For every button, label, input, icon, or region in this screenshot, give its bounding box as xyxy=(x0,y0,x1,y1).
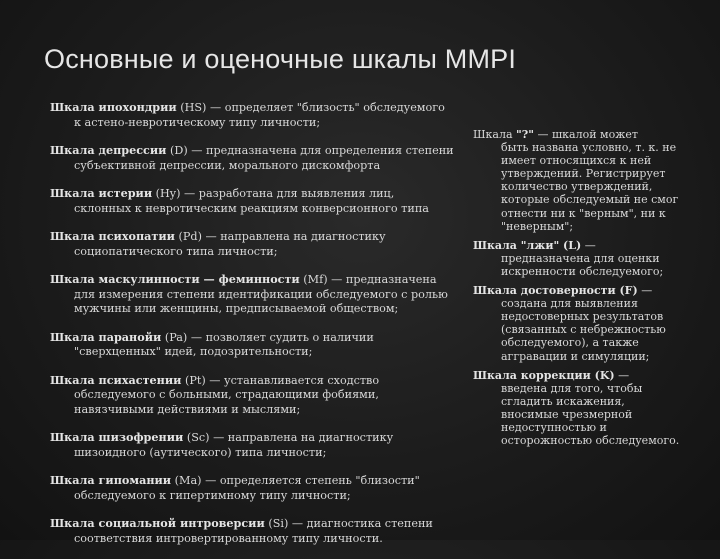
scale-item-pt xyxy=(50,373,455,418)
scale-name: "?" xyxy=(516,128,534,141)
scale-name: Шкала депрессии xyxy=(50,142,167,157)
scale-description: (HS) — определяет "близость" обследуемого к астено-невротическому типу личности; xyxy=(74,101,445,129)
scale-item-sc xyxy=(50,430,455,460)
scale-item-d xyxy=(50,143,455,173)
scale-name: Шкала социальной интроверсии xyxy=(50,516,265,531)
scale-name: Шкала шизофрении xyxy=(50,430,184,445)
scale-dash: — xyxy=(581,238,596,252)
scale-item-si xyxy=(50,516,455,546)
scale-item-pa xyxy=(50,330,455,360)
scale-description: введена для того, чтобы сгладить искажения, вносимые чрезмерной недоступностью и осторожностью обследуемого. xyxy=(501,381,680,448)
scale-item-question xyxy=(473,128,685,233)
scale-description: (Si) — диагностика степени соответствия интровертированному типу личности. xyxy=(74,517,433,545)
scale-description: (Pa) — позволяет судить о наличии "сверхценных" идей, подозрительности; xyxy=(74,330,374,359)
scale-description: (Pd) — направлена на диагностику социопатического типа личности; xyxy=(74,229,386,258)
scale-name: Шкала достоверности (F) xyxy=(473,284,638,298)
scale-item-ma xyxy=(50,473,455,503)
scale-description: (Mf) — предназначена для измерения степени идентификации обследуемого с ролью мужчины или женщины, предписываемой обществом; xyxy=(74,272,448,316)
scale-name: Шкала ипохондрии xyxy=(50,100,177,114)
scale-description: (Ma) — определяется степень "близости" обследуемого к гипертимному типу личности; xyxy=(74,474,420,502)
scale-name: Шкала истерии xyxy=(50,185,153,200)
scale-item-hs xyxy=(50,100,455,130)
scale-description: быть названа условно, т. к. не имеет относящихся к ней утверждений. Регистрирует количество утверждений, которые обследуемый не смог отнести ни к "верным", ни к "неверным"; xyxy=(501,141,679,233)
scale-name: Шкала "лжи" (L) xyxy=(473,238,582,252)
scale-name: Шкала коррекции (K) xyxy=(473,368,615,382)
scale-dash: — xyxy=(614,368,630,382)
slide-title: Основные и оценочные шкалы MMPI xyxy=(44,44,517,74)
scale-item-hy xyxy=(50,186,455,216)
scale-description: создана для выявления недостоверных результатов (связанных с небрежностью обследуемого), а также аггравации и симуляции; xyxy=(501,297,666,363)
scale-name: Шкала гипомании xyxy=(50,473,172,488)
scale-description: (D) — предназначена для определения степени субъективной депрессии, морального дискомфорта xyxy=(74,143,454,172)
scale-dash: — шкалой может xyxy=(533,128,638,141)
scale-name: Шкала паранойи xyxy=(50,329,162,344)
scale-description: (Pt) — устанавливается сходство обследуемого с больными, страдающими фобиями, навязчивыми действиями и мыслями; xyxy=(74,373,380,416)
scale-item-mf xyxy=(50,272,455,317)
scale-prefix: Шкала xyxy=(473,128,517,141)
scale-item-pd xyxy=(50,229,455,259)
scale-item-lie xyxy=(473,239,685,278)
scale-item-validity xyxy=(473,284,685,363)
scale-item-correction xyxy=(473,369,685,448)
main-scales-column xyxy=(50,100,455,559)
scale-name: Шкала маскулинности — феминности xyxy=(50,271,300,286)
scale-name: Шкала психастении xyxy=(50,372,182,387)
scale-name: Шкала психопатии xyxy=(50,228,175,243)
scale-description: (Sc) — направлена на диагностику шизоидного (аутического) типа личности; xyxy=(74,431,394,459)
scale-description: (Hy) — разработана для выявления лиц, склонных к невротическим реакциям конверсионного типа xyxy=(74,186,429,215)
validity-scales-column xyxy=(473,128,685,453)
scale-dash: — xyxy=(637,284,653,298)
scale-description: предназначена для оценки искренности обследуемого; xyxy=(501,251,664,278)
